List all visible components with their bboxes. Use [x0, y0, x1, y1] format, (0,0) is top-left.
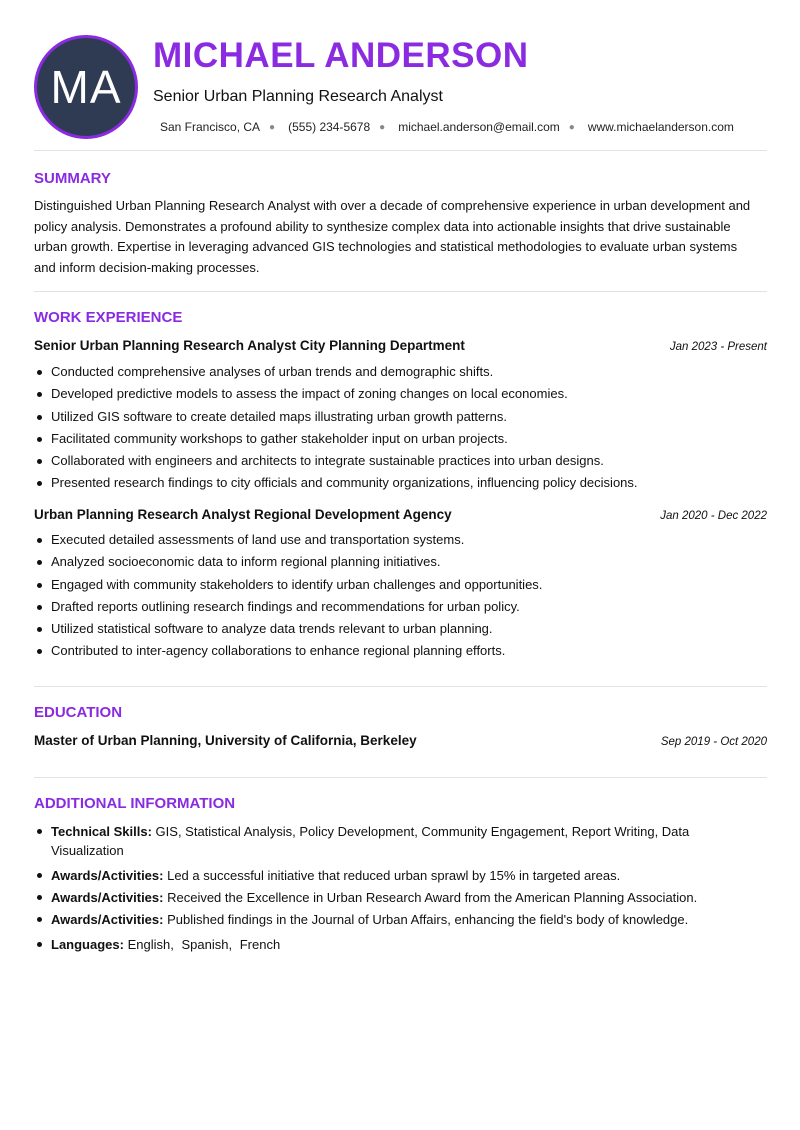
candidate-name: MICHAEL ANDERSON	[153, 36, 529, 75]
list-item: Developed predictive models to assess the impact of zoning changes on local economies.	[34, 383, 767, 405]
job-header	[34, 338, 767, 353]
contact-email[interactable]: michael.anderson@email.com	[398, 120, 560, 134]
language: English	[127, 937, 171, 952]
divider	[34, 686, 767, 687]
list-item: Executed detailed assessments of land use and transportation systems.	[34, 529, 767, 551]
list-item: Analyzed socioeconomic data to inform regional planning initiatives.	[34, 551, 767, 573]
additional-list	[34, 822, 734, 954]
list-item: Presented research findings to city officials and community organizations, influencing policy decisions.	[34, 472, 767, 494]
education-heading: EDUCATION	[34, 704, 123, 721]
language-separator: ,	[170, 937, 174, 952]
separator-dot: ●	[269, 121, 276, 133]
divider	[34, 291, 767, 292]
avatar	[34, 35, 138, 139]
list-item: Collaborated with engineers and architects to integrate sustainable practices into urban designs.	[34, 450, 767, 472]
list-item: Contributed to inter-agency collaborations to enhance regional planning efforts.	[34, 640, 767, 662]
list-item: Engaged with community stakeholders to identify urban challenges and opportunities.	[34, 574, 767, 596]
list-item: Conducted comprehensive analyses of urban trends and demographic shifts.	[34, 361, 767, 383]
list-item: Utilized GIS software to create detailed maps illustrating urban growth patterns.	[34, 406, 767, 428]
job-bullets	[34, 361, 767, 495]
degree: Master of Urban Planning, University of California, Berkeley	[34, 733, 417, 748]
job-title: Senior Urban Planning Research Analyst City Planning Department	[34, 338, 465, 353]
separator-dot: ●	[568, 121, 575, 133]
list-item	[34, 910, 734, 929]
list-item	[34, 888, 734, 907]
job-title: Urban Planning Research Analyst Regional Development Agency	[34, 507, 452, 522]
list-item: Facilitated community workshops to gather stakeholder input on urban projects.	[34, 428, 767, 450]
avatar-initials: MA	[50, 61, 122, 113]
job-date: Jan 2020 - Dec 2022	[660, 510, 767, 522]
divider	[34, 777, 767, 778]
list-item: Utilized statistical software to analyze data trends relevant to urban planning.	[34, 618, 767, 640]
item-label: Awards/Activities:	[51, 890, 164, 905]
list-item: Drafted reports outlining research findings and recommendations for urban policy.	[34, 596, 767, 618]
languages-label: Languages:	[51, 937, 124, 952]
education-date: Sep 2019 - Oct 2020	[660, 736, 767, 748]
summary-text: Distinguished Urban Planning Research Analyst with over a decade of comprehensive experience in urban development and policy analysis. Demonstrates a profound ability to synthesize complex data into actionable insights that drive sustainable urban growth. Expertise in leveraging advanced GIS technologies and statistical methodologies to evaluate urban systems and inform decision-making processes.	[34, 198, 751, 275]
candidate-headline: Senior Urban Planning Research Analyst	[153, 88, 443, 105]
contact-phone[interactable]: (555) 234-5678	[288, 120, 371, 134]
divider	[34, 150, 767, 151]
job-header	[34, 507, 767, 522]
item-label: Awards/Activities:	[51, 868, 164, 883]
summary-heading: SUMMARY	[34, 170, 111, 187]
experience-heading: WORK EXPERIENCE	[34, 309, 183, 326]
item-label: Technical Skills:	[51, 824, 152, 839]
language: Spanish	[181, 937, 229, 952]
language-separator: ,	[228, 937, 233, 952]
education-entry	[34, 733, 767, 748]
contact-info	[160, 120, 734, 134]
contact-location: San Francisco, CA	[160, 120, 261, 134]
contact-website[interactable]: www.michaelanderson.com	[587, 120, 734, 134]
language: French	[239, 937, 281, 952]
additional-heading: ADDITIONAL INFORMATION	[34, 795, 236, 812]
item-text: Led a successful initiative that reduced urban sprawl by 15% in targeted areas.	[167, 868, 621, 883]
separator-dot: ●	[379, 121, 386, 133]
item-text: Published findings in the Journal of Urban Affairs, enhancing the field's body of knowledge.	[167, 912, 689, 927]
list-item	[34, 866, 734, 885]
item-text: Received the Excellence in Urban Research Award from the American Planning Association.	[167, 890, 698, 905]
job-bullets	[34, 529, 767, 663]
list-item	[34, 935, 734, 954]
job-date: Jan 2023 - Present	[669, 341, 767, 353]
list-item	[34, 822, 734, 860]
item-text: GIS, Statistical Analysis, Policy Development, Community Engagement, Report Writing, Data Visualization	[51, 824, 690, 858]
item-label: Awards/Activities:	[51, 912, 164, 927]
